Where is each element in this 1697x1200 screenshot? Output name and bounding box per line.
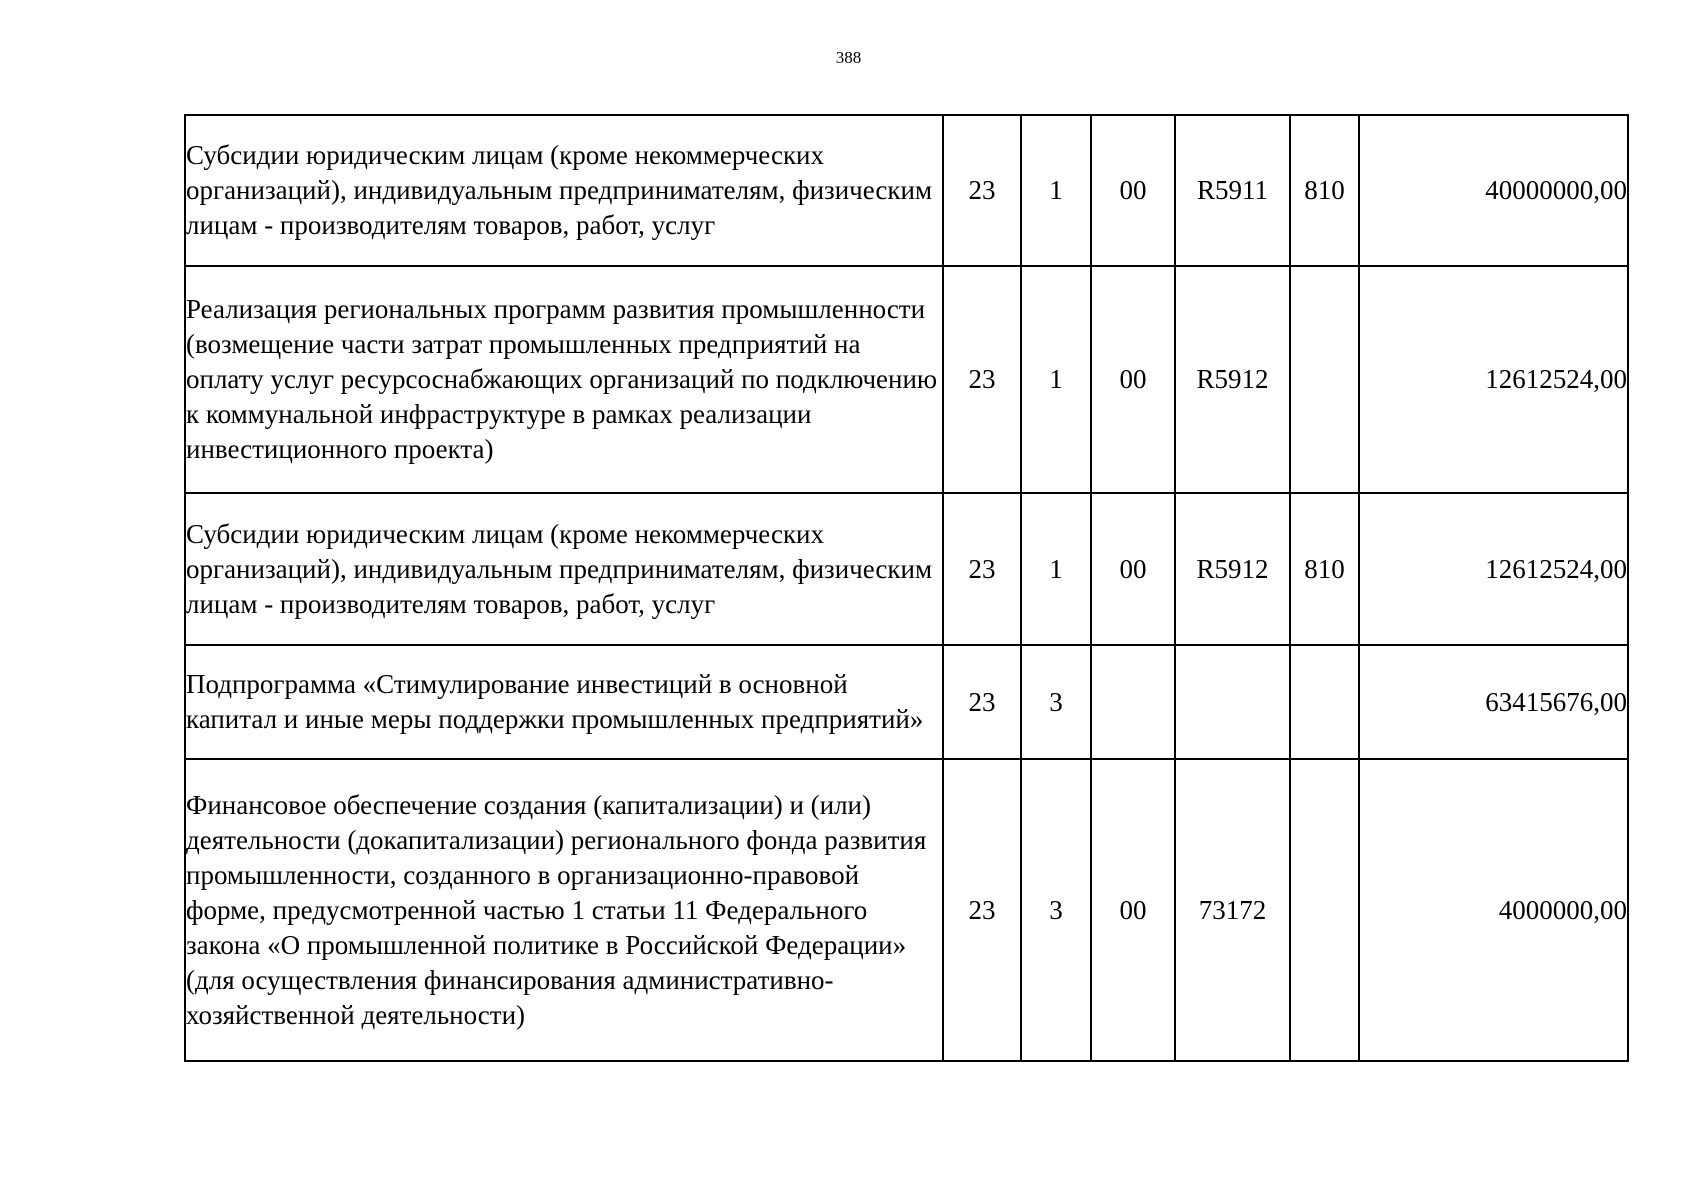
row-description: Финансовое обеспечение создания (капитализации) и (или) деятельности (докапитализации) регионального фонда развития промышленности, созданного в организационно-правовой форме, предусмотренной частью 1 статьи 11 Федерального закона «О промышленной политике в Российской Федерации» (для осуществления финансирования административно-хозяйственной деятельности) [185,759,943,1061]
program-code: 23 [943,493,1021,645]
direction-code [1175,645,1290,759]
main-event-code: 00 [1091,759,1175,1061]
row-description: Подпрограмма «Стимулирование инвестиций в основной капитал и иные меры поддержки промышленных предприятий» [185,645,943,759]
table-row [185,266,1628,493]
amount: 40000000,00 [1359,115,1628,266]
main-event-code [1091,645,1175,759]
expense-type-code: 810 [1290,493,1359,645]
main-event-code: 00 [1091,115,1175,266]
row-description: Реализация региональных программ развития промышленности (возмещение части затрат промышленных предприятий на оплату услуг ресурсоснабжающих организаций по подключению к коммунальной инфраструктуре в рамках реализации инвестиционного проекта) [185,266,943,493]
direction-code: R5912 [1175,266,1290,493]
expense-type-code [1290,266,1359,493]
direction-code: 73172 [1175,759,1290,1061]
amount: 12612524,00 [1359,493,1628,645]
amount: 63415676,00 [1359,645,1628,759]
expense-type-code: 810 [1290,115,1359,266]
subprogram-code: 1 [1021,493,1091,645]
row-description: Субсидии юридическим лицам (кроме некоммерческих организаций), индивидуальным предпринимателям, физическим лицам - производителям товаров, работ, услуг [185,115,943,266]
table-row [185,493,1628,645]
subprogram-code: 1 [1021,115,1091,266]
program-code: 23 [943,645,1021,759]
program-code: 23 [943,759,1021,1061]
page-number: 388 [835,48,862,67]
expense-type-code [1290,645,1359,759]
program-code: 23 [943,115,1021,266]
budget-table [184,114,1629,1062]
direction-code: R5912 [1175,493,1290,645]
expense-type-code [1290,759,1359,1061]
program-code: 23 [943,266,1021,493]
amount: 4000000,00 [1359,759,1628,1061]
amount: 12612524,00 [1359,266,1628,493]
table-row [185,645,1628,759]
subprogram-code: 1 [1021,266,1091,493]
subprogram-code: 3 [1021,645,1091,759]
main-event-code: 00 [1091,266,1175,493]
row-description: Субсидии юридическим лицам (кроме некоммерческих организаций), индивидуальным предпринимателям, физическим лицам - производителям товаров, работ, услуг [185,493,943,645]
subprogram-code: 3 [1021,759,1091,1061]
main-event-code: 00 [1091,493,1175,645]
direction-code: R5911 [1175,115,1290,266]
table-row [185,115,1628,266]
table-row [185,759,1628,1061]
